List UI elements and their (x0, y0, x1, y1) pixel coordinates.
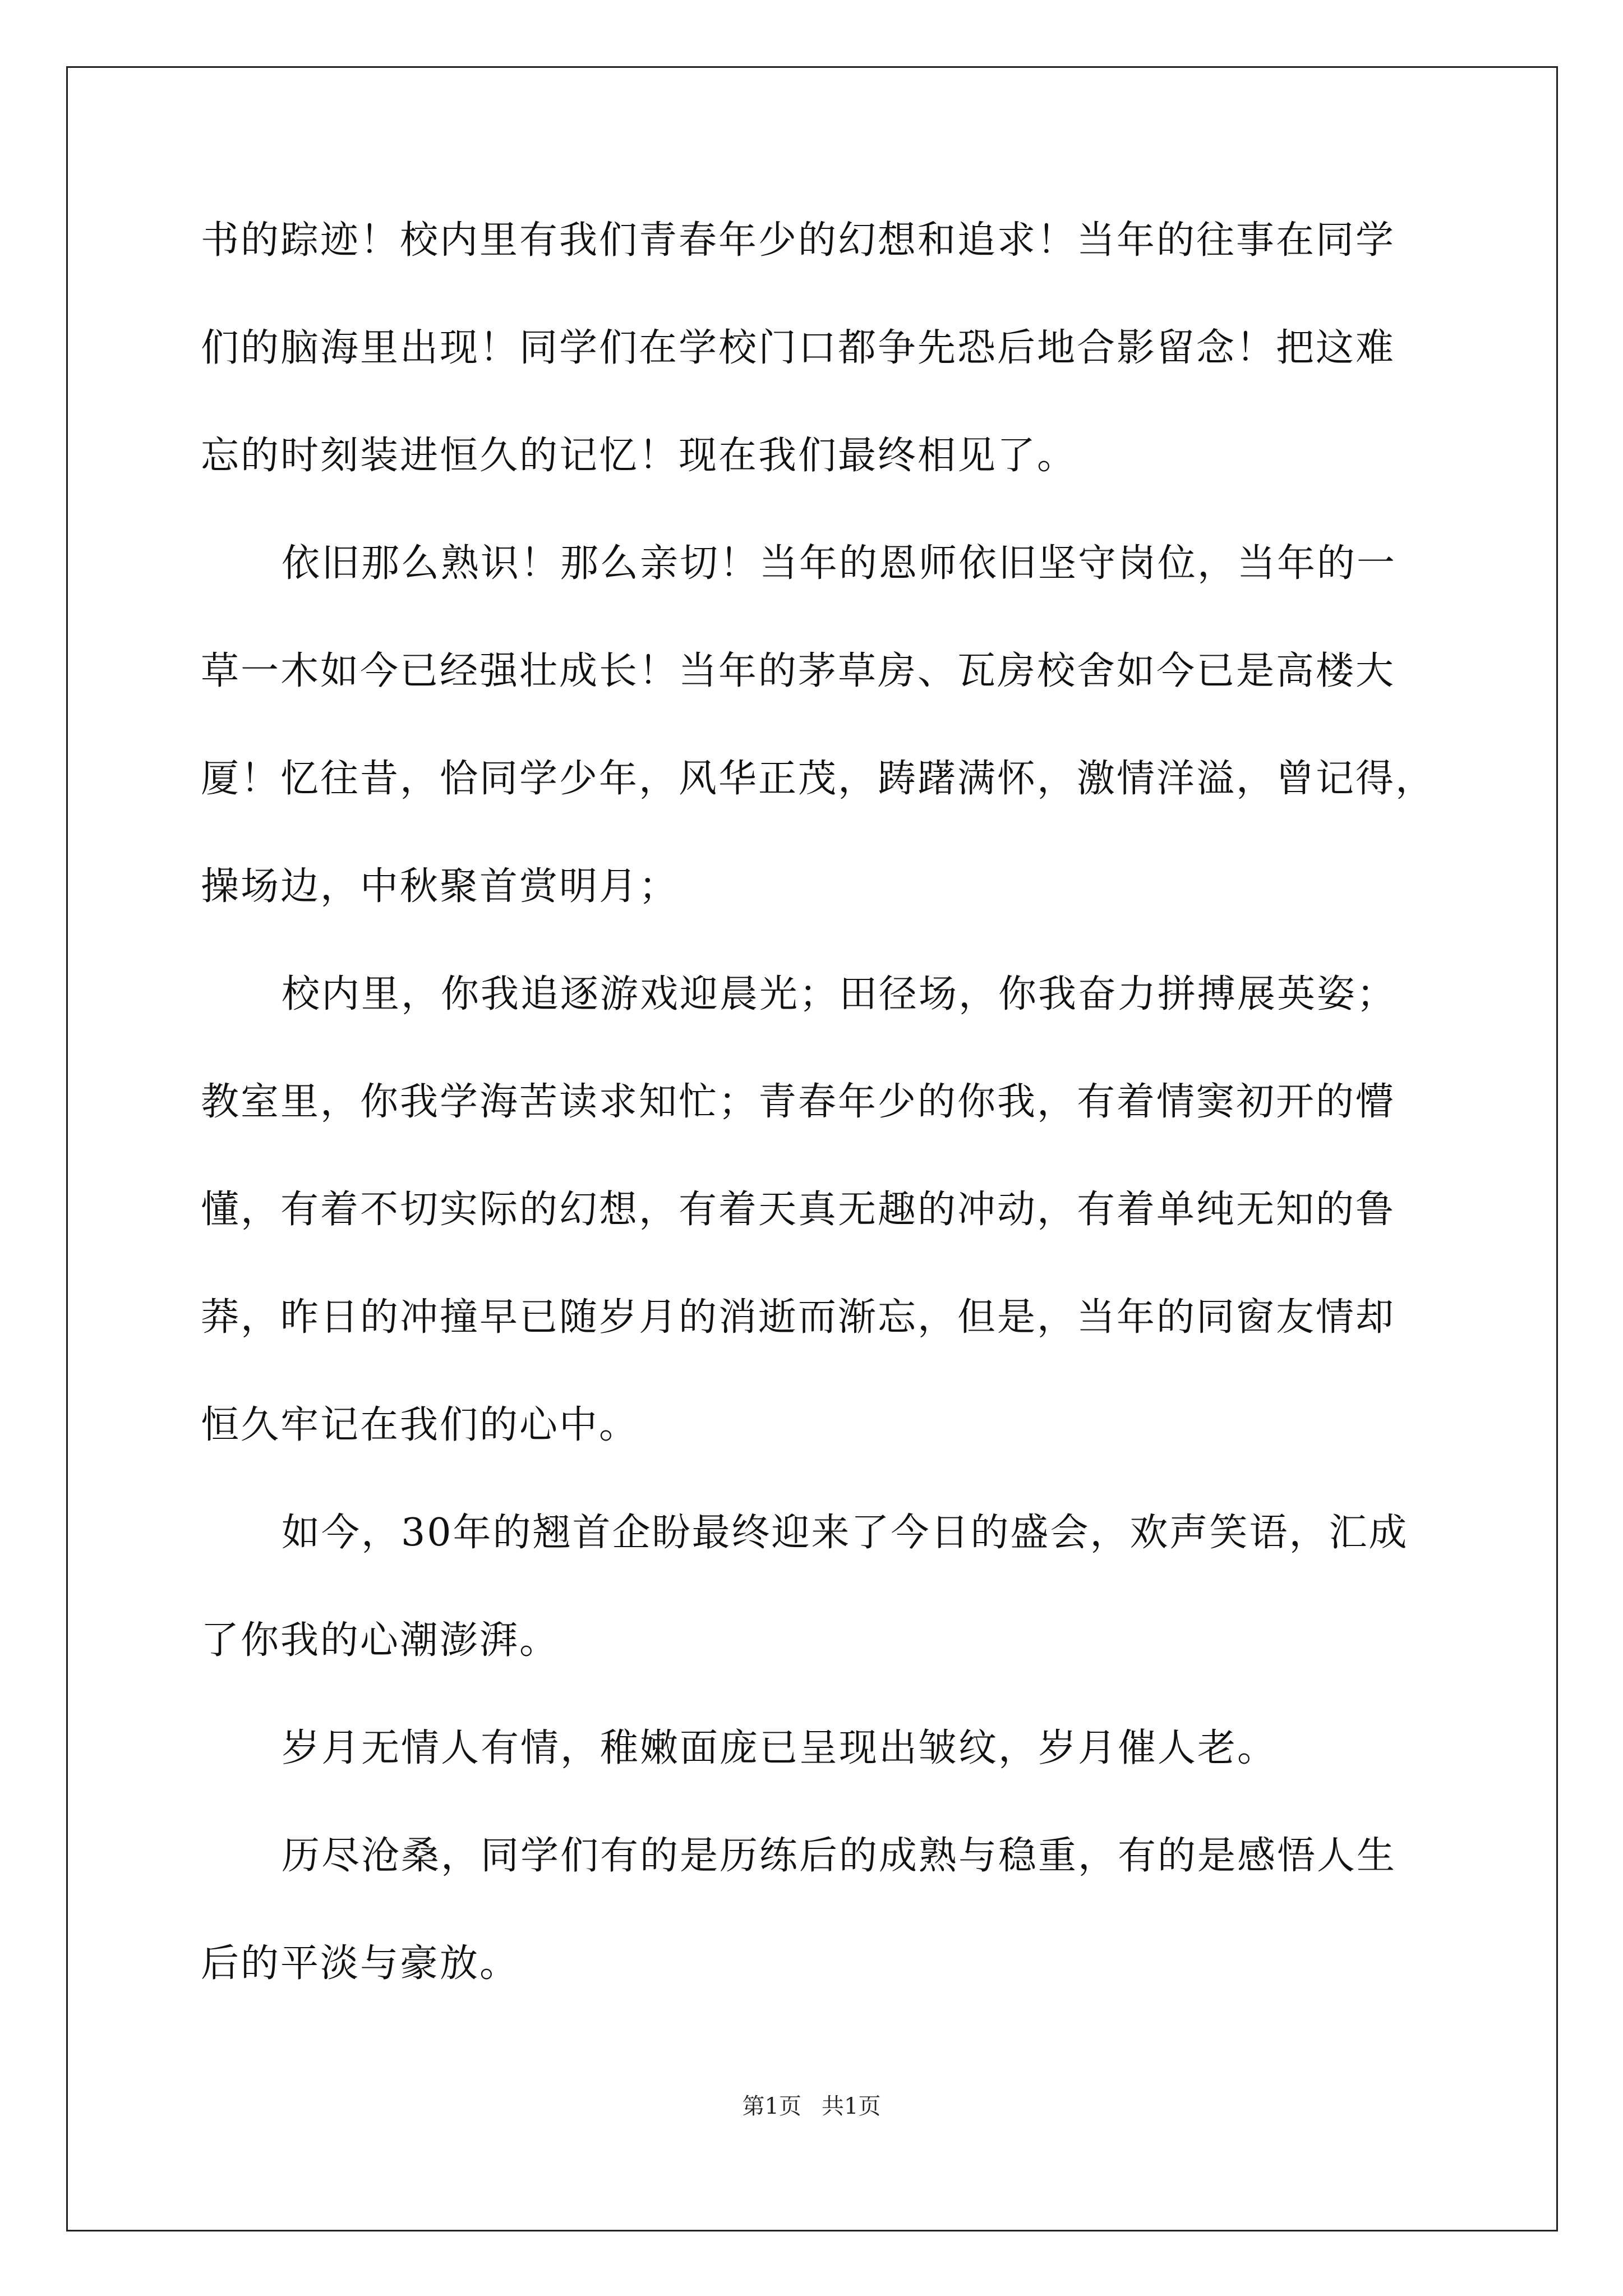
text-line: 了你我的心潮澎湃。 (201, 1618, 560, 1663)
paragraph-start-line: 如今，30年的翘首企盼最终迎来了今日的盛会，欢声笑语，汇成 (282, 1511, 1409, 1555)
text-line: 恒久牢记在我们的心中。 (201, 1403, 639, 1447)
text-line: 教室里，你我学海苦读求知忙；青春年少的你我，有着情窦初开的懵 (201, 1080, 1396, 1124)
text-line: 后的平淡与豪放。 (201, 1941, 520, 1986)
paragraph-start-line: 岁月无情人有情，稚嫩面庞已呈现出皱纹，岁月催人老。 (282, 1726, 1278, 1770)
paragraph-start-line: 校内里，你我追逐游戏迎晨光；田径场，你我奋力拼搏展英姿； (282, 972, 1397, 1016)
text-line: 操场边，中秋聚首赏明月； (201, 864, 679, 909)
text-line: 草一木如今已经强壮成长！当年的茅草房、瓦房校舍如今已是高楼大 (201, 649, 1396, 693)
text-line: 书的踪迹！校内里有我们青春年少的幻想和追求！当年的往事在同学 (201, 218, 1396, 263)
paragraph-start-line: 依旧那么熟识！那么亲切！当年的恩师依旧坚守岗位，当年的一 (282, 541, 1397, 586)
text-line: 莽，昨日的冲撞早已随岁月的消逝而渐忘，但是，当年的同窗友情却 (201, 1295, 1396, 1340)
page-number: 第1页 (742, 2093, 801, 2119)
page-footer (0, 2092, 1623, 2120)
text-line: 懂，有着不切实际的幻想，有着天真无趣的冲动，有着单纯无知的鲁 (201, 1188, 1396, 1232)
text-line: 厦！忆往昔，恰同学少年，风华正茂，踌躇满怀，激情洋溢，曾记得， (201, 757, 1436, 801)
page-total: 共1页 (822, 2093, 881, 2119)
text-line: 忘的时刻装进恒久的记忆！现在我们最终相见了。 (201, 434, 1077, 478)
page-border (66, 66, 1558, 2231)
text-line: 们的脑海里出现！同学们在学校门口都争先恐后地合影留念！把这难 (201, 326, 1396, 370)
paragraph-start-line: 历尽沧桑，同学们有的是历练后的成熟与稳重，有的是感悟人生 (282, 1834, 1397, 1878)
